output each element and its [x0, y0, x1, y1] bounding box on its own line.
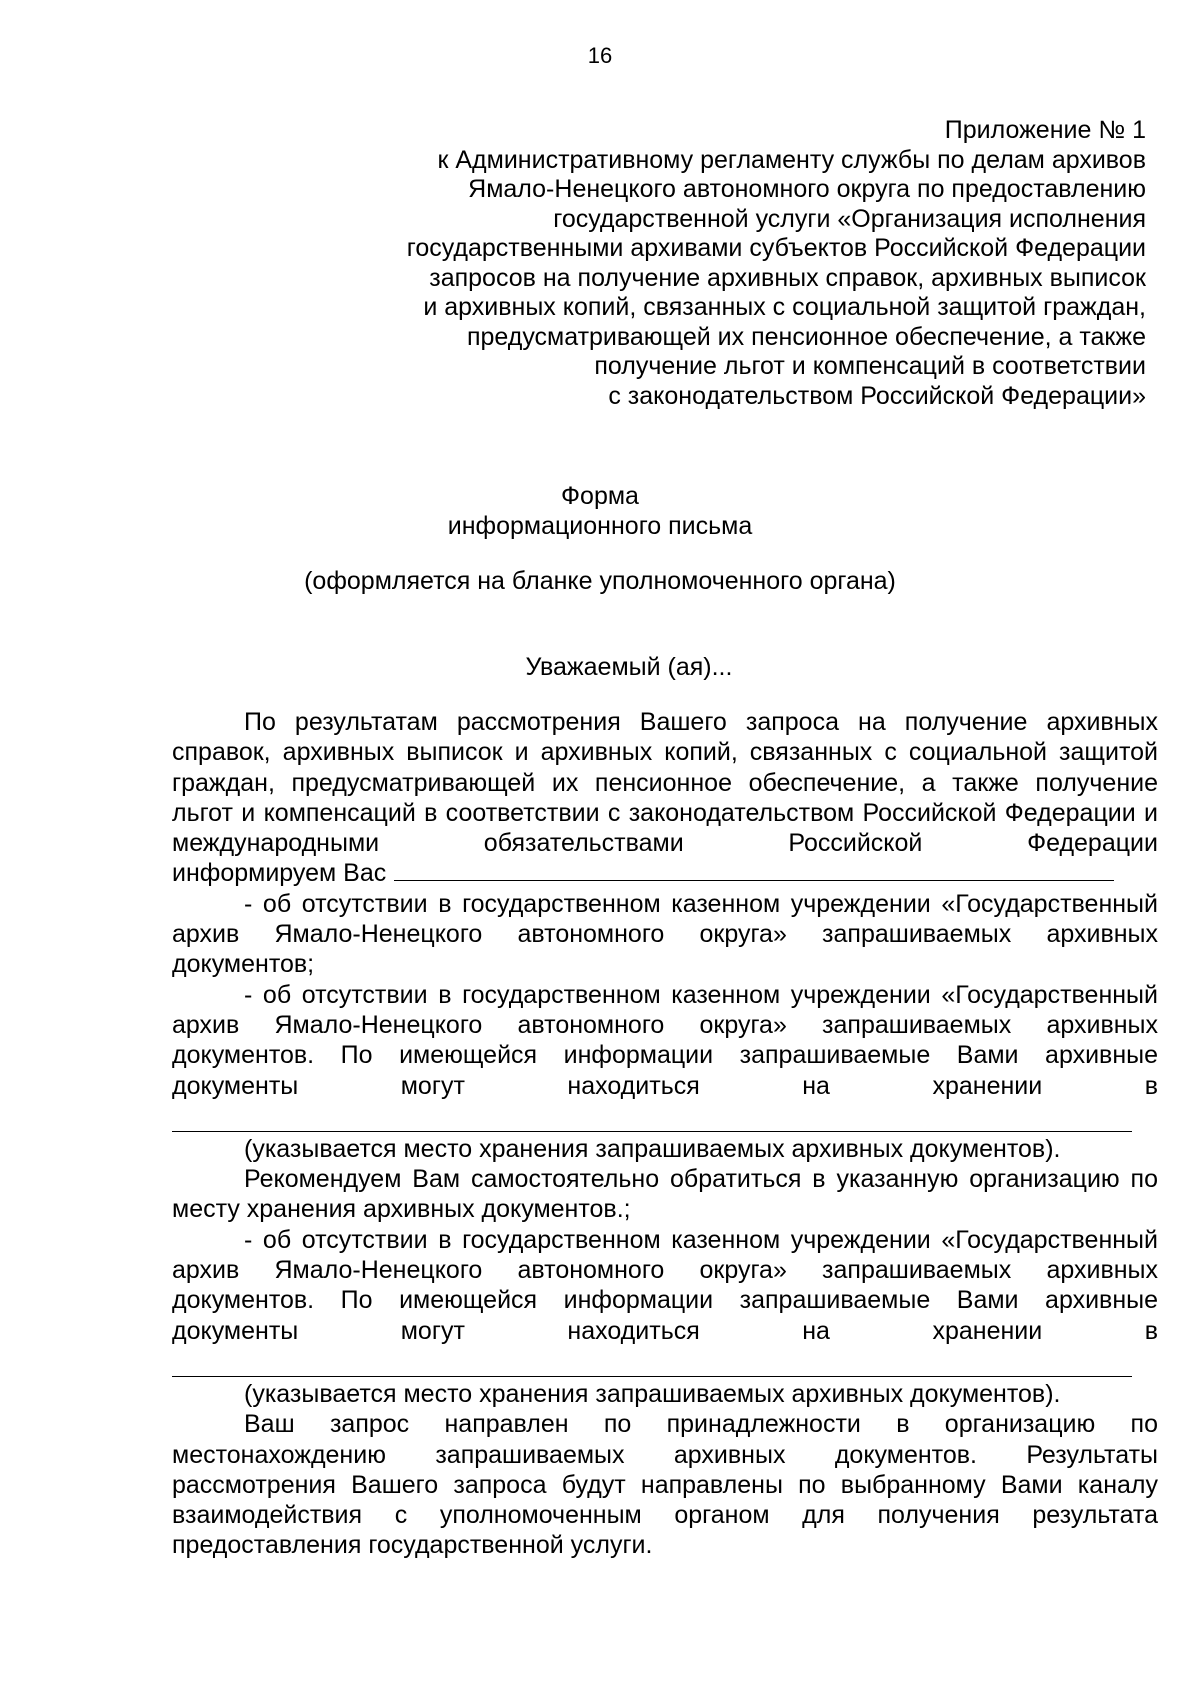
option-paragraph-3: - об отсутствии в государственном казенном учреждении «Государственный архив Ямало-Ненецкого автономного округа» запрашиваемых архивных документов. По имеющейся информации запрашиваемые Вами архивные документы могут находиться на хранении в — [172, 1225, 1158, 1345]
inform-blank-line — [394, 858, 1114, 881]
storage-place-note: (указывается место хранения запрашиваемых архивных документов). — [244, 1134, 1061, 1163]
appendix-line: Ямало-Ненецкого автономного округа по предоставлению — [468, 175, 1146, 203]
appendix-line: предусматривающей их пенсионное обеспечение, а также — [466, 322, 1146, 351]
storage-place-blank-line — [172, 1346, 1132, 1377]
letter-body — [172, 707, 1158, 1561]
appendix-line: к Административному регламенту службы по делам архивов — [437, 145, 1146, 174]
page-number: 16 — [587, 43, 613, 68]
storage-place-blank-line — [172, 1101, 1132, 1132]
form-title-line2: информационного письма — [447, 512, 753, 540]
option-paragraph-2: - об отсутствии в государственном казенном учреждении «Государственный архив Ямало-Ненецкого автономного округа» запрашиваемых архивных документов. По имеющейся информации запрашиваемые Вами архивные документы могут находиться на хранении в — [172, 980, 1158, 1100]
letterhead-note: (оформляется на бланке уполномоченного органа) — [304, 567, 896, 595]
appendix-header — [300, 116, 1146, 411]
appendix-line: и архивных копий, связанных с социальной защитой граждан, — [423, 293, 1146, 321]
forwarded-paragraph: Ваш запрос направлен по принадлежности в организацию по местонахождению запрашиваемых архивных документов. Результаты рассмотрения Вашего запроса будут направлены по выбранному Вами каналу взаимодействия с уполномоченным органом для получения результата предоставления государственной услуги. — [172, 1410, 1158, 1560]
appendix-line: государственной услуги «Организация исполнения — [553, 204, 1146, 233]
form-title — [0, 481, 1200, 541]
appendix-line: государственными архивами субъектов Российской Федерации — [406, 234, 1146, 262]
storage-place-note: (указывается место хранения запрашиваемых архивных документов). — [244, 1379, 1061, 1408]
salutation: Уважаемый (ая)... — [525, 653, 733, 681]
appendix-line: Приложение № 1 — [944, 116, 1146, 144]
recommend-paragraph: Рекомендуем Вам самостоятельно обратиться в указанную организацию по месту хранения архивных документов.; — [172, 1165, 1158, 1224]
intro-paragraph: По результатам рассмотрения Вашего запроса на получение архивных справок, архивных выписок и архивных копий, связанных с социальной защитой граждан, предусматривающей их пенсионное обеспечение, а также получение льгот и компенсаций в соответствии с законодательством Российской Федерации и международными обязательствами Российской Федерации — [172, 708, 1158, 858]
form-title-line1: Форма — [561, 482, 639, 510]
inform-line — [172, 858, 1158, 888]
appendix-line: получение льгот и компенсаций в соответствии — [594, 352, 1146, 380]
appendix-line: с законодательством Российской Федерации» — [608, 381, 1146, 410]
inform-label: информируем Вас — [172, 859, 387, 888]
appendix-line: запросов на получение архивных справок, архивных выписок — [429, 263, 1146, 292]
option-paragraph-1: - об отсутствии в государственном казенном учреждении «Государственный архив Ямало-Ненецкого автономного округа» запрашиваемых архивных документов; — [172, 889, 1158, 979]
